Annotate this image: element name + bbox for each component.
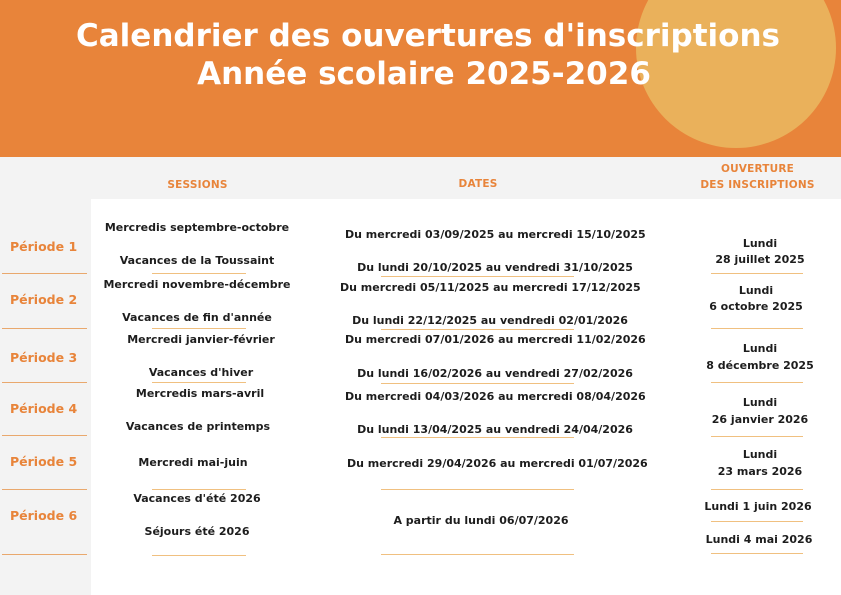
date-range: Du lundi 16/02/2026 au vendredi 27/02/2026 [357,367,633,380]
opening-underline [711,521,803,522]
session-label: Mercredis mars-avril [135,387,265,400]
opening-day: Lundi [742,396,778,409]
opening-date: 8 décembre 2025 [706,359,814,372]
session-label: Mercredi mai-juin [138,456,248,469]
divider [2,435,87,436]
opening-date: 23 mars 2026 [717,465,803,478]
session-label: Séjours été 2026 [144,525,250,538]
opening-day: Lundi [742,342,778,355]
date-range: Du lundi 13/04/2025 au vendredi 24/04/2026 [357,423,633,436]
period-label: Période 1 [10,239,78,254]
date-range: Du mercredi 04/03/2026 au mercredi 08/04/2026 [345,390,646,403]
opening-date: 26 janvier 2026 [711,413,809,426]
header-des-inscriptions: DES INSCRIPTIONS [700,179,815,191]
session-underline [152,273,246,274]
date-range: A partir du lundi 06/07/2026 [393,514,569,527]
opening-date: 28 juillet 2025 [715,253,805,266]
date-underline [381,383,574,384]
date-range: Du lundi 22/12/2025 au vendredi 02/01/2026 [352,314,628,327]
opening-underline [711,436,803,437]
period-column [0,199,91,595]
date-underline [381,489,574,490]
header-banner [0,0,841,157]
opening-day: Lundi [742,237,778,250]
session-label: Vacances d'été 2026 [133,492,261,505]
session-label: Vacances de printemps [125,420,271,433]
date-underline [381,276,574,277]
session-underline [152,489,246,490]
divider [2,273,87,274]
session-underline [152,328,246,329]
session-underline [152,382,246,383]
session-underline [152,555,246,556]
date-underline [381,329,574,330]
date-range: Du lundi 20/10/2025 au vendredi 31/10/2025 [357,261,633,274]
header-ouverture: OUVERTURE [720,163,795,175]
date-range: Du mercredi 29/04/2026 au mercredi 01/07/2026 [347,457,648,470]
divider [2,489,87,490]
opening-date: Lundi 1 juin 2026 [704,500,812,513]
opening-day: Lundi [742,448,778,461]
opening-underline [711,553,803,554]
period-label: Période 5 [10,454,78,469]
opening-day: Lundi [738,284,774,297]
period-label: Période 6 [10,508,78,523]
opening-date: 6 octobre 2025 [709,300,803,313]
date-range: Du mercredi 03/09/2025 au mercredi 15/10/2025 [345,228,646,241]
session-label: Vacances de la Toussaint [119,254,275,267]
divider [2,382,87,383]
period-label: Période 3 [10,350,78,365]
session-label: Mercredis septembre-octobre [104,221,290,234]
session-label: Vacances de fin d'année [122,311,272,324]
session-label: Vacances d'hiver [148,366,254,379]
opening-underline [711,273,803,274]
opening-underline [711,489,803,490]
session-label: Mercredi janvier-février [127,333,275,346]
date-range: Du mercredi 05/11/2025 au mercredi 17/12/2025 [340,281,641,294]
divider [2,328,87,329]
period-label: Période 2 [10,292,78,307]
opening-underline [711,328,803,329]
date-range: Du mercredi 07/01/2026 au mercredi 11/02/2026 [345,333,646,346]
divider [2,554,87,555]
header-sessions: SESSIONS [167,179,228,191]
period-label: Période 4 [10,401,78,416]
date-underline [381,437,574,438]
date-underline [381,554,574,555]
page-title: Calendrier des ouvertures d'inscriptions [76,18,780,54]
header-dates: DATES [458,178,498,190]
session-label: Mercredi novembre-décembre [103,278,291,291]
page-subtitle: Année scolaire 2025-2026 [197,56,651,92]
opening-underline [711,382,803,383]
opening-date: Lundi 4 mai 2026 [705,533,813,546]
